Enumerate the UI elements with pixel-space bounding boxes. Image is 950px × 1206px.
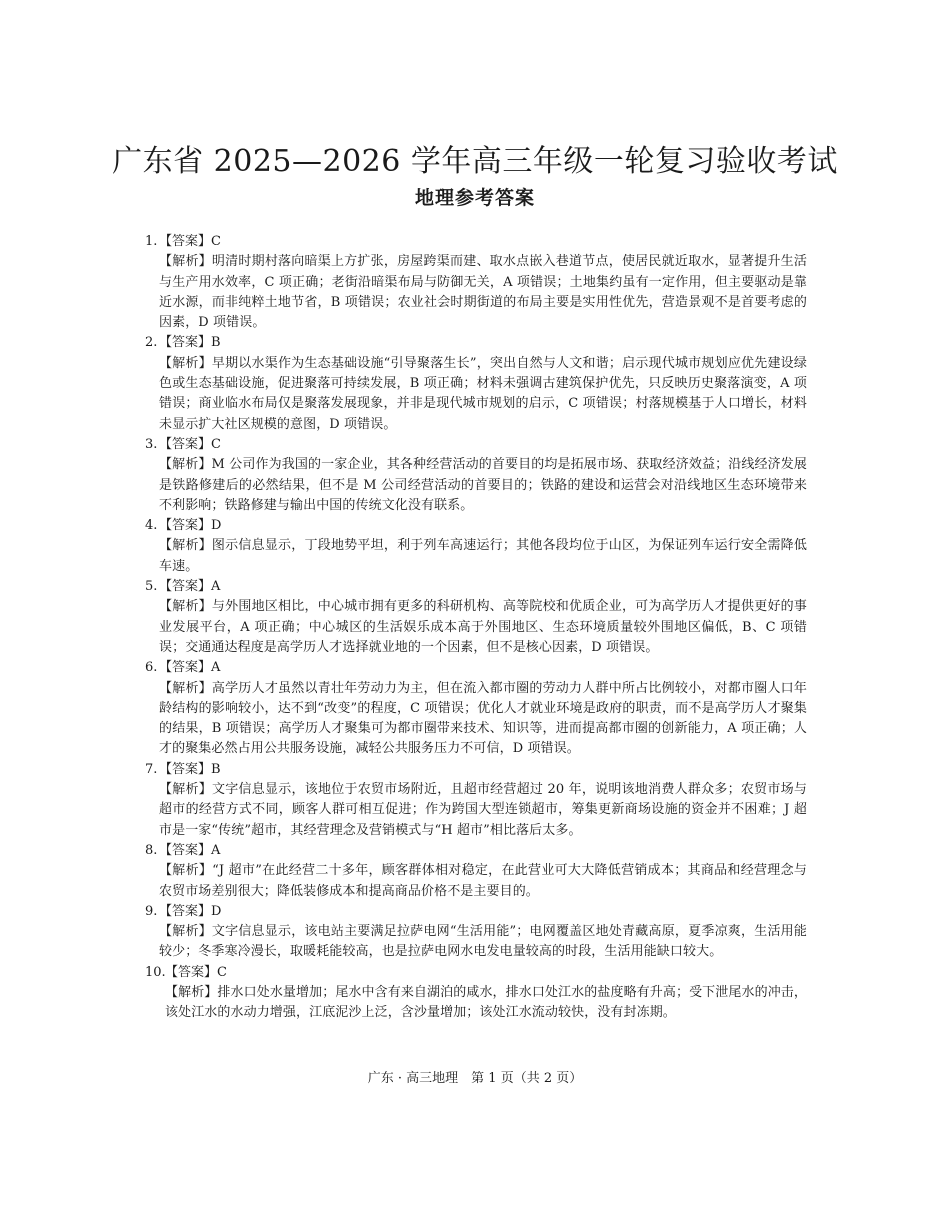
- answer-label: 【答案】A: [159, 842, 221, 858]
- answer-item-4: [145, 516, 807, 577]
- answer-label: 【答案】A: [159, 579, 221, 595]
- answer-item-6: [145, 658, 807, 759]
- answer-label: 【答案】B: [159, 335, 221, 351]
- answer-item-7: [145, 760, 807, 841]
- answer-item-10: [145, 963, 807, 1024]
- answer-item-3: [145, 435, 807, 516]
- answer-label: 【答案】A: [159, 660, 221, 676]
- answer-label: 【答案】C: [159, 234, 221, 249]
- explanation-text: 【解析】高学历人才虽然以青壮年劳动力为主，但在流入都市圈的劳动力人群中所占比例较小，对都市圈人口年龄结构的影响较小，达不到“改变”的程度，C 项错误；优化人才就业环境是政府的职责，而不是高学历人才聚集的结果，B 项错误；高学历人才聚集可为都市圈带来技术、知识等，进而提高都市圈的创新能力，A 项正确；人才的聚集必然占用公共服务设施，减轻公共服务压力不可信，D 项错误。: [159, 680, 807, 757]
- question-number: 10.: [145, 964, 166, 980]
- answer-label: 【答案】C: [159, 436, 221, 452]
- explanation-text: 【解析】“J 超市”在此经营二十多年，顾客群体相对稳定，在此营业可大大降低营销成本；其商品和经营理念与农贸市场差别很大；降低装修成本和提高商品价格不是主要目的。: [159, 863, 807, 899]
- explanation-text: 【解析】明清时期村落向暗渠上方扩张，房屋跨渠而建、取水点嵌入巷道节点，使居民就近取水，显著提升生活与生产用水效率，C 项正确；老街沿暗渠布局与防御无关，A 项错误；土地集约虽有一定作用，但主要驱动是靠近水源，而非纯粹土地节省，B 项错误；农业社会时期街道的布局主要是实用性优先，营造景观不是首要考虑的因素，D 项错误。: [159, 254, 807, 331]
- answer-label: 【答案】D: [159, 518, 222, 534]
- answer-item-5: [145, 577, 807, 658]
- explanation-text: 【解析】文字信息显示，该地位于农贸市场附近，且超市经营超过 20 年，说明该地消费人群众多；农贸市场与超市的经营方式不同，顾客人群可相互促进；作为跨国大型连锁超市，筹集更新商场设施的资金并不困难；J 超市是一家“传统”超市，其经营理念及营销模式与“H 超市”相比落后太多。: [159, 782, 807, 838]
- page-title: 广东省 2025—2026 学年高三年级一轮复习验收考试: [112, 144, 838, 179]
- question-number: 4.: [145, 518, 158, 534]
- question-number: 2.: [145, 335, 158, 351]
- question-number: 6.: [145, 660, 158, 676]
- answer-label: 【答案】B: [159, 761, 221, 777]
- answer-item-1: [145, 232, 807, 333]
- question-number: 8.: [145, 842, 158, 858]
- explanation-text: 【解析】文字信息显示，该电站主要满足拉萨电网“生活用能”；电网覆盖区地处青藏高原，夏季凉爽，生活用能较少；冬季寒冷漫长，取暖耗能较高，也是拉萨电网水电发电量较高的时段，生活用能缺口较大。: [159, 924, 807, 960]
- explanation-text: 【解析】M 公司作为我国的一家企业，其各种经营活动的首要目的均是拓展市场、获取经济效益；沿线经济发展是铁路修建后的必然结果，但不是 M 公司经营活动的首要目的；铁路的建设和运营会对沿线地区生态环境带来不利影响；铁路修建与输出中国的传统文化没有联系。: [159, 457, 807, 513]
- question-number: 7.: [145, 761, 158, 777]
- answer-item-9: [145, 902, 807, 963]
- explanation-text: 【解析】与外围地区相比，中心城市拥有更多的科研机构、高等院校和优质企业，可为高学历人才提供更好的事业发展平台，A 项正确；中心城区的生活娱乐成本高于外围地区、生态环境质量较外围地区偏低，B、C 项错误；交通通达程度是高学历人才选择就业地的一个因素，但不是核心因素，D 项错误。: [159, 599, 807, 655]
- question-number: 3.: [145, 436, 158, 452]
- question-number: 1.: [145, 234, 158, 249]
- page-footer: 广东 · 高三地理 第 1 页（共 2 页）: [367, 1071, 583, 1086]
- explanation-text: 【解析】图示信息显示，丁段地势平坦，利于列车高速运行；其他各段均位于山区，为保证列车运行安全需降低车速。: [159, 538, 807, 574]
- answer-item-2: [145, 333, 807, 434]
- question-number: 9.: [145, 903, 158, 919]
- answer-label: 【答案】C: [165, 964, 227, 980]
- question-number: 5.: [145, 579, 158, 595]
- answer-item-8: [145, 841, 807, 902]
- explanation-text: 【解析】排水口处水量增加；尾水中含有来自湖泊的咸水，排水口处江水的盐度略有升高；受下泄尾水的冲击，该处江水的水动力增强，江底泥沙上泛，含沙量增加；该处江水流动较快，没有封冻期。: [165, 984, 807, 1021]
- page-subtitle: 地理参考答案: [414, 187, 535, 209]
- answer-label: 【答案】D: [159, 903, 222, 919]
- explanation-text: 【解析】早期以水渠作为生态基础设施“引导聚落生长”，突出自然与人文和谐；启示现代城市规划应优先建设绿色或生态基础设施，促进聚落可持续发展，B 项正确；材料未强调古建筑保护优先，只反映历史聚落演变，A 项错误；商业临水布局仅是聚落发展现象，并非是现代城市规划的启示，C 项错误；村落规模基于人口增长，材料未显示扩大社区规模的意图，D 项错误。: [159, 355, 807, 432]
- answer-list: [145, 232, 807, 1024]
